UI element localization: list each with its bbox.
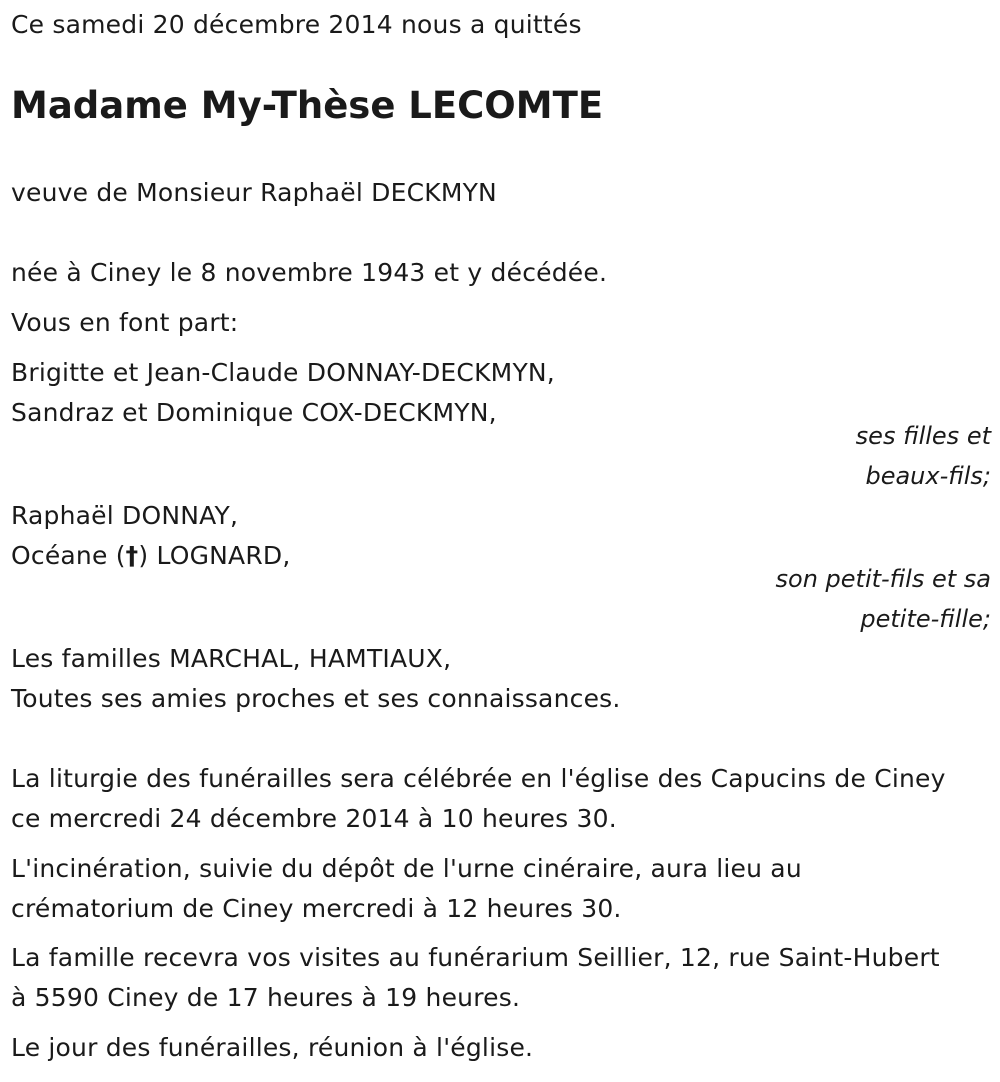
daughters-relation-line-2: beaux-fils;: [865, 462, 991, 490]
daughter-line-1: Brigitte et Jean-Claude DONNAY-DECKMYN,: [11, 358, 555, 387]
liturgy-line-2: ce mercredi 24 décembre 2014 à 10 heures 30.: [11, 804, 617, 833]
visits-line-1: La famille recevra vos visites au funérarium Seillier, 12, rue Saint-Hubert: [11, 943, 940, 972]
widow-of-text: veuve de Monsieur Raphaël DECKMYN: [11, 178, 497, 207]
incineration-line-2: crématorium de Ciney mercredi à 12 heures 30.: [11, 894, 622, 923]
obituary-notice: [11, 0, 991, 1082]
daughters-relation-line-1: ses filles et: [855, 422, 991, 450]
grandchild-line-2: [11, 541, 291, 571]
grandchild-line-1: Raphaël DONNAY,: [11, 501, 239, 530]
friends-line: Toutes ses amies proches et ses connaissances.: [11, 684, 621, 713]
daughter-line-2: Sandraz et Dominique COX-DECKMYN,: [11, 398, 497, 427]
intro-text: Vous en font part:: [11, 308, 239, 337]
liturgy-line-1: La liturgie des funérailles sera célébrée en l'église des Capucins de Ciney: [11, 764, 946, 793]
birth-text: née à Ciney le 8 novembre 1943 et y décédée.: [11, 258, 608, 287]
families-line: Les familles MARCHAL, HAMTIAUX,: [11, 644, 452, 673]
incineration-line-1: L'incinération, suivie du dépôt de l'urne cinéraire, aura lieu au: [11, 854, 802, 883]
meeting-line: Le jour des funérailles, réunion à l'église.: [11, 1033, 534, 1062]
deceased-name: Madame My-Thèse LECOMTE: [11, 84, 604, 127]
grandchild-line-2-suffix: ) LOGNARD,: [138, 541, 291, 570]
cross-icon: †: [125, 541, 139, 570]
announcement-text: Ce samedi 20 décembre 2014 nous a quittés: [11, 10, 582, 39]
grandchildren-relation-line-2: petite-fille;: [860, 605, 991, 633]
visits-line-2: à 5590 Ciney de 17 heures à 19 heures.: [11, 983, 521, 1012]
grandchild-line-2-prefix: Océane (: [11, 541, 126, 570]
grandchildren-relation-line-1: son petit-fils et sa: [775, 565, 991, 593]
